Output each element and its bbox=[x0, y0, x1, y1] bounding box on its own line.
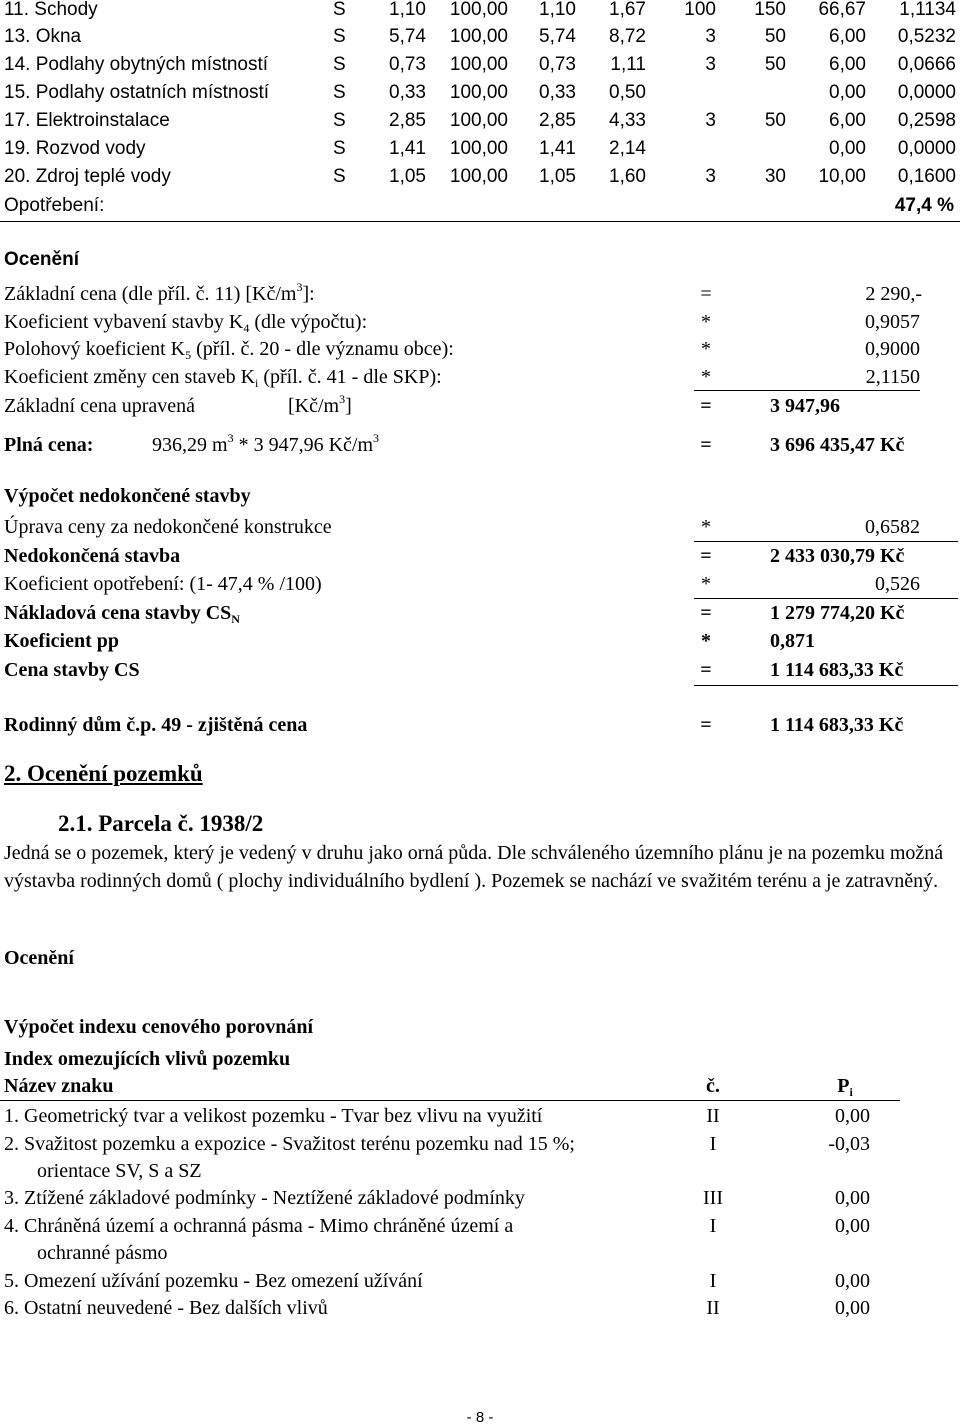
table-cell-h: 1,1134 bbox=[899, 0, 956, 20]
table-cell-b: 100,00 bbox=[449, 138, 508, 159]
k5-label: Polohový koeficient $K_5$ (příl. č. 20 - dle významu obce): bbox=[4, 338, 454, 362]
table-cell-name: 13. Okna bbox=[4, 26, 82, 47]
plna-cena-expr: 936,29 $m^3 * 3$ 947,96 $Kč/m^3$ bbox=[152, 431, 379, 456]
table-cell-h: 0,0666 bbox=[897, 54, 956, 75]
nedok-row-value: 0,6582 bbox=[865, 516, 920, 538]
table-cell-a: 2,85 bbox=[389, 110, 426, 131]
table-cell-d: 1,67 bbox=[609, 0, 646, 20]
index-row-num: II bbox=[706, 1105, 720, 1127]
table-cell-d: 4,33 bbox=[609, 110, 646, 131]
table-cell-g: 6,00 bbox=[829, 54, 866, 75]
index-row-label-cont: ochranné pásmo bbox=[37, 1242, 168, 1264]
table-cell-type: S bbox=[333, 166, 346, 187]
table-cell-name: 11. Schody bbox=[4, 0, 98, 20]
table-cell-a: 0,33 bbox=[389, 82, 426, 103]
plna-cena-label: Plná cena: bbox=[4, 434, 94, 456]
nedok-row-op: * bbox=[701, 573, 711, 595]
index-row-label: 5. Omezení užívání pozemku - Bez omezení užívání bbox=[4, 1270, 423, 1292]
k5-op: * bbox=[701, 338, 711, 360]
table-cell-f: 50 bbox=[764, 54, 786, 75]
table-cell-d: 1,11 bbox=[610, 54, 646, 75]
index-row-p: -0,03 bbox=[828, 1133, 870, 1155]
nedok-row-label: Cena stavby CS bbox=[4, 659, 140, 681]
nedok-rule bbox=[694, 541, 958, 542]
table-cell-type: S bbox=[333, 138, 346, 159]
table-cell-name: 17. Elektroinstalace bbox=[4, 110, 170, 131]
oceneni-pozemku-heading: Ocenění bbox=[4, 947, 74, 969]
table-cell-e: 3 bbox=[705, 110, 716, 131]
table-cell-f: 30 bbox=[764, 166, 786, 187]
index-row-num: I bbox=[709, 1133, 717, 1155]
table-cell-a: 1,05 bbox=[389, 166, 426, 187]
index-row-label: 4. Chráněná území a ochranná pásma - Mimo chráněné území a bbox=[4, 1215, 514, 1237]
table-cell-g: 0,00 bbox=[829, 82, 866, 103]
table-cell-e: 3 bbox=[705, 166, 716, 187]
table-cell-f: 50 bbox=[764, 26, 786, 47]
table-cell-g: 66,67 bbox=[818, 0, 866, 20]
nedok-row-label: Nákladová cena stavby $CS_N$ bbox=[4, 602, 240, 626]
opotrebeni-value: 47,4 % bbox=[894, 195, 954, 216]
table-cell-e: 3 bbox=[705, 26, 716, 47]
table-cell-b: 100,00 bbox=[449, 82, 508, 103]
k4-label: Koeficient vybavení stavby $K_4$ (dle výpočtu): bbox=[4, 311, 368, 335]
nedok-row-label: Koeficient pp bbox=[4, 630, 119, 652]
table-cell-g: 6,00 bbox=[829, 26, 866, 47]
element-table bbox=[0, 0, 960, 200]
table-cell-d: 8,72 bbox=[609, 26, 646, 47]
nedok-row-value: 1 114 683,33 Kč bbox=[770, 659, 904, 681]
subsection-heading-parcela: 2.1. Parcela č. 1938/2 bbox=[58, 811, 264, 836]
index-row-p: 0,00 bbox=[835, 1270, 870, 1292]
table-cell-type: S bbox=[333, 26, 346, 47]
index-row-label-cont: orientace SV, S a SZ bbox=[37, 1160, 202, 1182]
table-cell-c: 0,73 bbox=[539, 54, 576, 75]
table-cell-g: 0,00 bbox=[829, 138, 866, 159]
nedok-row-value: 0,871 bbox=[770, 630, 815, 652]
table-cell-c: 5,74 bbox=[539, 26, 576, 47]
nedok-row-value: 2 433 030,79 Kč bbox=[770, 545, 905, 567]
nedok-row-op: * bbox=[701, 630, 711, 652]
table-cell-name: 20. Zdroj teplé vody bbox=[4, 166, 171, 187]
index-header-rule bbox=[0, 1100, 900, 1101]
index-row-p: 0,00 bbox=[835, 1297, 870, 1319]
nedok-row-label: Koeficient opotřebení: (1- 47,4 % /100) bbox=[4, 573, 322, 595]
table-cell-c: 0,33 bbox=[539, 82, 576, 103]
table-cell-h: 0,1600 bbox=[897, 166, 956, 187]
table-cell-e: 100 bbox=[684, 0, 716, 20]
index-row-p: 0,00 bbox=[835, 1215, 870, 1237]
nedok-row-op: = bbox=[700, 602, 712, 624]
table-cell-b: 100,00 bbox=[449, 54, 508, 75]
table-cell-a: 1,41 bbox=[389, 138, 426, 159]
opotrebeni-rule bbox=[0, 221, 960, 222]
index-heading: Výpočet indexu cenového porovnání bbox=[4, 1016, 314, 1038]
table-cell-h: 0,5232 bbox=[897, 26, 956, 47]
table-cell-c: 1,41 bbox=[539, 138, 576, 159]
index-row-label: 6. Ostatní neuvedené - Bez dalších vlivů bbox=[4, 1297, 328, 1319]
plna-cena-value: 3 696 435,47 Kč bbox=[770, 434, 905, 456]
index-col-name: Název znaku bbox=[4, 1075, 114, 1097]
nedok-row-op: * bbox=[701, 516, 711, 538]
nedok-row-label: Úprava ceny za nedokončené konstrukce bbox=[4, 516, 332, 538]
nedok-row-label: Nedokončená stavba bbox=[4, 545, 181, 567]
table-cell-g: 10,00 bbox=[818, 166, 866, 187]
ki-label: Koeficient změny cen staveb $K_i$ (příl. č. 41 - dle SKP): bbox=[4, 366, 442, 390]
section-heading-pozemky: 2. Ocenění pozemků bbox=[4, 761, 203, 786]
table-cell-c: 1,05 bbox=[539, 166, 576, 187]
table-cell-type: S bbox=[333, 54, 346, 75]
k4-op: * bbox=[701, 311, 711, 333]
table-cell-h: 0,2598 bbox=[897, 110, 956, 131]
index-row-label: 1. Geometrický tvar a velikost pozemku - Tvar bez vlivu na využití bbox=[4, 1105, 543, 1127]
page-number: - 8 - bbox=[466, 1409, 494, 1426]
nedok-row-value: 1 279 774,20 Kč bbox=[770, 602, 905, 624]
table-cell-c: 2,85 bbox=[539, 110, 576, 131]
rodinny-dum-value: 1 114 683,33 Kč bbox=[770, 714, 904, 736]
parcel-description: Jedná se o pozemek, který je vedený v druhu jako orná půda. Dle schváleného územního plánu je na pozemku možná výstavba rodinných domů ( plochy individuálního bydlení ). Pozemek se nachází ve svažitém terénu a je zatravněný. bbox=[4, 842, 944, 892]
table-cell-e: 3 bbox=[705, 54, 716, 75]
table-cell-b: 100,00 bbox=[449, 0, 508, 20]
ki-rule bbox=[694, 390, 920, 391]
nedok-row-value: 0,526 bbox=[875, 573, 920, 595]
index-col-num: č. bbox=[706, 1075, 720, 1097]
table-cell-a: 1,10 bbox=[389, 0, 426, 20]
table-cell-f: 50 bbox=[764, 110, 786, 131]
index-row-label: 2. Svažitost pozemku a expozice - Svažitost terénu pozemku nad 15 %; bbox=[4, 1133, 575, 1155]
table-cell-b: 100,00 bbox=[449, 166, 508, 187]
index-row-num: I bbox=[709, 1270, 717, 1292]
nedok-row-op: = bbox=[700, 545, 712, 567]
index-row-num: I bbox=[709, 1215, 717, 1237]
table-cell-g: 6,00 bbox=[829, 110, 866, 131]
nedok-rule bbox=[694, 685, 958, 686]
index-row-p: 0,00 bbox=[835, 1105, 870, 1127]
oceneni-heading: Ocenění bbox=[4, 249, 79, 270]
rodinny-dum-op: = bbox=[700, 714, 712, 736]
nedok-rule bbox=[694, 598, 958, 599]
index-row-p: 0,00 bbox=[835, 1187, 870, 1209]
upravena-op: = bbox=[700, 395, 712, 417]
zakladni-cena-value: 2 290,- bbox=[865, 283, 922, 305]
table-cell-h: 0,0000 bbox=[897, 138, 956, 159]
k4-value: 0,9057 bbox=[865, 311, 920, 333]
table-cell-type: S bbox=[333, 0, 346, 20]
k5-value: 0,9000 bbox=[865, 338, 920, 360]
table-cell-type: S bbox=[333, 110, 346, 131]
upravena-unit: $[Kč/m^3]$ bbox=[288, 392, 352, 417]
table-cell-d: 2,14 bbox=[609, 138, 646, 159]
ki-op: * bbox=[701, 366, 711, 388]
index-subheading: Index omezujících vlivů pozemku bbox=[4, 1048, 291, 1070]
nedok-row-op: = bbox=[700, 659, 712, 681]
table-cell-b: 100,00 bbox=[449, 26, 508, 47]
nedokoncena-heading: Výpočet nedokončené stavby bbox=[4, 485, 251, 507]
table-cell-d: 1,60 bbox=[609, 166, 646, 187]
table-cell-type: S bbox=[333, 82, 346, 103]
table-cell-name: 15. Podlahy ostatních místností bbox=[4, 82, 270, 103]
index-col-p: $P_i$ bbox=[837, 1075, 853, 1099]
table-cell-a: 0,73 bbox=[389, 54, 426, 75]
table-cell-name: 14. Podlahy obytných místností bbox=[4, 54, 269, 75]
table-cell-d: 0,50 bbox=[609, 82, 646, 103]
zakladni-cena-op: = bbox=[700, 283, 712, 305]
table-cell-h: 0,0000 bbox=[897, 82, 956, 103]
table-cell-name: 19. Rozvod vody bbox=[4, 138, 146, 159]
ki-value: 2,1150 bbox=[865, 366, 920, 388]
index-row-label: 3. Ztížené základové podmínky - Neztížené základové podmínky bbox=[4, 1187, 525, 1209]
table-cell-c: 1,10 bbox=[539, 0, 576, 20]
upravena-value: 3 947,96 bbox=[770, 395, 840, 417]
index-row-num: II bbox=[706, 1297, 720, 1319]
table-cell-b: 100,00 bbox=[449, 110, 508, 131]
table-cell-a: 5,74 bbox=[389, 26, 426, 47]
index-row-num: III bbox=[703, 1187, 723, 1209]
opotrebeni-label: Opotřebení: bbox=[4, 195, 105, 216]
rodinny-dum-label: Rodinný dům č.p. 49 - zjištěná cena bbox=[4, 714, 308, 736]
upravena-label: Základní cena upravená bbox=[4, 395, 196, 417]
zakladni-cena-label: Základní cena (dle příl. č. 11) $[Kč/m^3]$: bbox=[4, 280, 315, 305]
plna-cena-op: = bbox=[700, 434, 712, 456]
table-cell-f: 150 bbox=[754, 0, 786, 20]
